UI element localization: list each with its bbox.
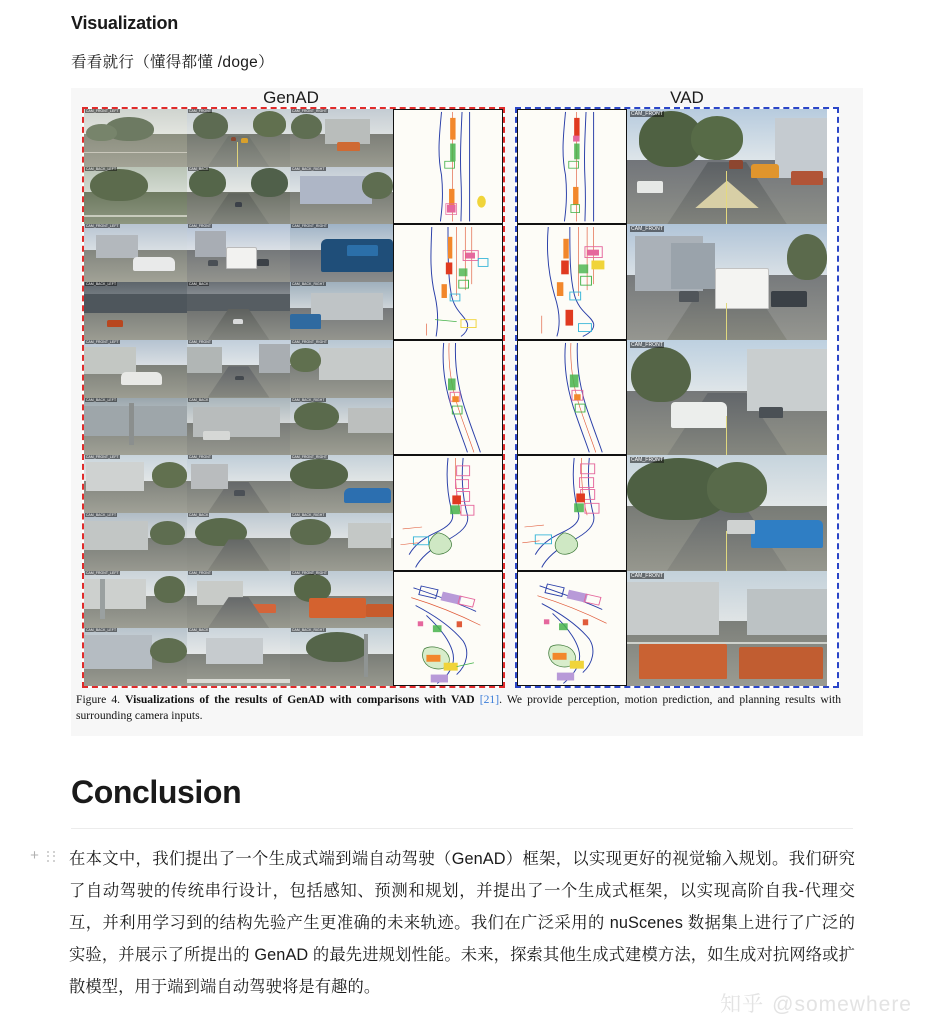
camera-cell xyxy=(187,282,290,340)
vis-row xyxy=(517,455,837,570)
camera-mosaic xyxy=(84,109,393,224)
figure-caption xyxy=(76,692,841,723)
watermark-handle: @somewhere xyxy=(772,993,912,1016)
block-controls[interactable] xyxy=(28,848,62,866)
conclusion-heading: Conclusion xyxy=(71,774,242,810)
camera-cell xyxy=(84,109,187,167)
vis-row xyxy=(517,571,837,686)
vis-row xyxy=(84,455,503,570)
camera-cell xyxy=(290,513,393,571)
camera-label: CAM_FRONT_LEFT xyxy=(86,339,119,344)
camera-label: CAM_FRONT xyxy=(631,457,664,464)
figure-4-container xyxy=(71,88,863,736)
camera-label: CAM_BACK xyxy=(189,628,209,633)
bev-visualization xyxy=(393,109,503,224)
vad-row-list xyxy=(517,109,837,686)
camera-cell xyxy=(290,571,393,629)
camera-cell xyxy=(84,282,187,340)
vis-row xyxy=(84,109,503,224)
camera-cell xyxy=(84,398,187,456)
camera-cell xyxy=(627,571,827,686)
caption-label: Figure 4. xyxy=(76,693,121,706)
camera-cell xyxy=(84,340,187,398)
camera-label: CAM_FRONT_LEFT xyxy=(86,570,119,575)
camera-label: CAM_BACK_LEFT xyxy=(86,282,117,287)
caption-bold: Visualizations of the results of GenAD with comparisons with VAD xyxy=(125,693,475,706)
camera-cell xyxy=(290,398,393,456)
camera-label: CAM_BACK_LEFT xyxy=(86,512,117,517)
camera-cell xyxy=(187,513,290,571)
camera-cell xyxy=(84,167,187,225)
camera-label: CAM_FRONT xyxy=(631,226,664,233)
camera-label: CAM_BACK_RIGHT xyxy=(292,512,325,517)
method-panel-vad xyxy=(515,107,839,688)
camera-label: CAM_FRONT xyxy=(189,570,211,575)
camera-cell xyxy=(290,282,393,340)
camera-cell xyxy=(290,455,393,513)
bev-visualization xyxy=(517,571,627,686)
camera-cell xyxy=(290,224,393,282)
camera-cell xyxy=(84,513,187,571)
vis-row xyxy=(84,340,503,455)
zhihu-logo: 知乎 xyxy=(720,993,765,1016)
camera-label: CAM_FRONT_RIGHT xyxy=(292,224,328,229)
camera-cell xyxy=(627,455,827,570)
camera-cell xyxy=(84,628,187,686)
camera-cell xyxy=(290,167,393,225)
section-subtitle: 看看就行（懂得都懂 /doge） xyxy=(71,54,274,71)
camera-cell xyxy=(187,398,290,456)
camera-cell xyxy=(627,109,827,224)
panel-title-vad: VAD xyxy=(670,88,704,107)
camera-cell xyxy=(290,340,393,398)
camera-label: CAM_FRONT xyxy=(189,224,211,229)
camera-label: CAM_BACK_LEFT xyxy=(86,166,117,171)
camera-mosaic xyxy=(84,455,393,570)
camera-label: CAM_FRONT_LEFT xyxy=(86,224,119,229)
add-block-icon[interactable]: + xyxy=(30,847,39,864)
conclusion-paragraph: 在本文中，我们提出了一个生成式端到端自动驾驶（GenAD）框架，以实现更好的视觉输入规划。我们研究了自动驾驶的传统串行设计，包括感知、预测和规划，并提出了一个生成式框架，以实现高阶自我-代理交互，并利用学习到的结构先验产生更准确的未来轨迹。我们在广泛采用的 nuScenes 数据集上进行了广泛的实验，并展示了所提出的 GenAD 的最先进规划性能。未来，探索其他生成式建模方法，如生成对抗网络或扩散模型，用于端到端自动驾驶将是有趣的。 xyxy=(69,850,855,996)
camera-label: CAM_FRONT_RIGHT xyxy=(292,570,328,575)
camera-label: CAM_BACK xyxy=(189,512,209,517)
camera-mosaic xyxy=(84,224,393,339)
camera-label: CAM_FRONT xyxy=(189,455,211,460)
camera-cell xyxy=(187,628,290,686)
camera-cell xyxy=(187,340,290,398)
camera-label: CAM_BACK xyxy=(189,166,209,171)
camera-cell xyxy=(187,455,290,513)
bev-visualization xyxy=(517,224,627,339)
bev-visualization xyxy=(393,455,503,570)
bev-visualization xyxy=(517,340,627,455)
method-panel-genad xyxy=(82,107,505,688)
bev-visualization xyxy=(517,455,627,570)
camera-cell xyxy=(290,628,393,686)
caption-citation[interactable]: [21] xyxy=(479,693,500,706)
camera-label: CAM_FRONT xyxy=(631,341,664,348)
camera-cell xyxy=(627,224,827,339)
camera-cell xyxy=(187,224,290,282)
camera-label: CAM_FRONT xyxy=(189,109,211,113)
bev-visualization xyxy=(393,340,503,455)
heading-divider xyxy=(71,828,853,829)
vis-row xyxy=(517,109,837,224)
camera-label: CAM_BACK_RIGHT xyxy=(292,628,325,633)
camera-cell xyxy=(290,109,393,167)
bev-visualization xyxy=(393,571,503,686)
genad-row-list xyxy=(84,109,503,686)
panel-title-genad: GenAD xyxy=(263,88,319,107)
camera-cell xyxy=(187,109,290,167)
camera-label: CAM_BACK xyxy=(189,397,209,402)
camera-cell xyxy=(627,340,827,455)
camera-cell xyxy=(187,571,290,629)
vis-row xyxy=(84,571,503,686)
camera-mosaic xyxy=(84,340,393,455)
camera-label: CAM_FRONT_RIGHT xyxy=(292,109,328,113)
camera-label: CAM_BACK_RIGHT xyxy=(292,166,325,171)
bev-visualization xyxy=(517,109,627,224)
camera-label: CAM_FRONT_LEFT xyxy=(86,109,119,113)
camera-label: CAM_BACK_RIGHT xyxy=(292,397,325,402)
bev-visualization xyxy=(393,224,503,339)
camera-label: CAM_FRONT xyxy=(189,339,211,344)
vis-row xyxy=(517,340,837,455)
camera-label: CAM_FRONT_LEFT xyxy=(86,455,119,460)
camera-label: CAM_BACK_RIGHT xyxy=(292,282,325,287)
camera-label: CAM_FRONT xyxy=(631,111,664,117)
camera-mosaic xyxy=(84,571,393,686)
drag-handle-icon[interactable] xyxy=(47,851,56,862)
vis-row xyxy=(517,224,837,339)
camera-label: CAM_BACK xyxy=(189,282,209,287)
camera-cell xyxy=(84,455,187,513)
camera-cell xyxy=(187,167,290,225)
camera-cell xyxy=(84,224,187,282)
camera-label: CAM_FRONT_RIGHT xyxy=(292,455,328,460)
camera-label: CAM_BACK_LEFT xyxy=(86,628,117,633)
camera-cell xyxy=(84,571,187,629)
watermark xyxy=(720,988,912,1018)
caption-rest: . We provide perception, motion prediction, and planning results with surrounding camera inputs. xyxy=(76,693,841,722)
section-title: Visualization xyxy=(71,13,179,33)
vis-row xyxy=(84,224,503,339)
camera-label: CAM_FRONT xyxy=(631,572,664,579)
camera-label: CAM_FRONT_RIGHT xyxy=(292,339,328,344)
camera-label: CAM_BACK_LEFT xyxy=(86,397,117,402)
